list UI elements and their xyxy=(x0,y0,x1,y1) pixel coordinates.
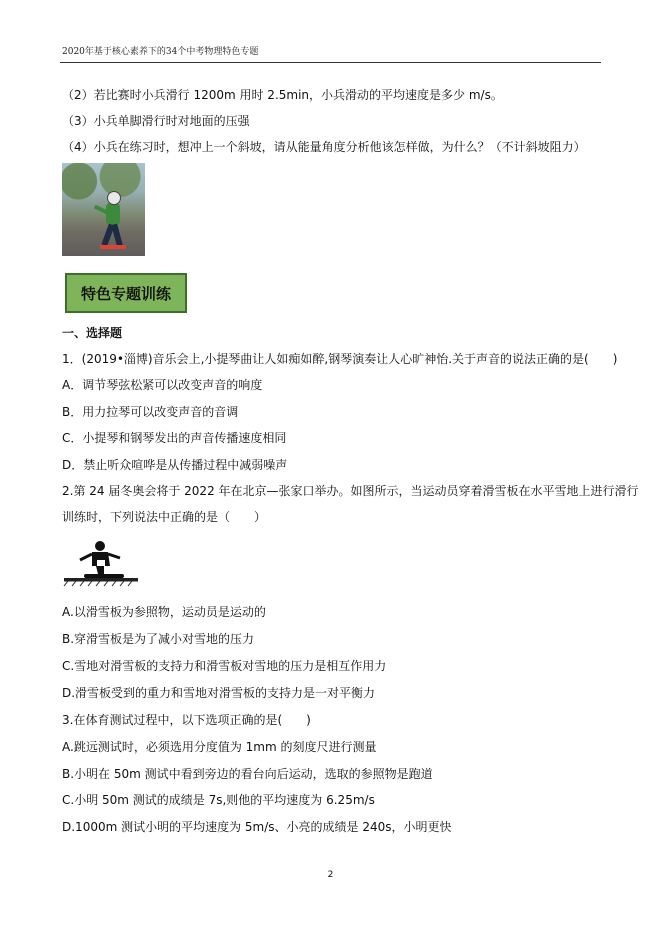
q1-stem: 1．(2019•淄博)音乐会上,小提琴曲让人如痴如醉,钢琴演奏让人心旷神怡.关于声音的说法正确的是( ) xyxy=(62,352,618,366)
snowboarder-figure xyxy=(62,538,142,588)
q1-option-b: B．用力拉琴可以改变声音的音调 xyxy=(62,405,239,419)
prev-question-part4: （4）小兵在练习时，想冲上一个斜坡，请从能量角度分析他该怎样做，为什么？（不计斜坡阻力） xyxy=(62,140,586,154)
q2-option-b: B.穿滑雪板是为了减小对雪地的压力 xyxy=(62,632,255,646)
page-number: 2 xyxy=(327,870,334,880)
prev-question-part2: （2）若比赛时小兵滑行 1200m 用时 2.5min，小兵滑动的平均速度是多少 m/s。 xyxy=(62,88,503,102)
q3-option-c: C.小明 50m 测试的成绩是 7s,则他的平均速度为 6.25m/s xyxy=(62,793,375,807)
prev-question-part3: （3）小兵单脚滑行时对地面的压强 xyxy=(62,114,250,128)
q2-option-a: A.以滑雪板为参照物，运动员是运动的 xyxy=(62,605,266,619)
header-divider xyxy=(60,62,601,63)
q1-option-d: D．禁止听众喧哗是从传播过程中减弱噪声 xyxy=(62,458,288,472)
page-header: 2020年基于核心素养下的34个中考物理特色专题 xyxy=(62,47,259,57)
q3-stem: 3.在体育测试过程中，以下选项正确的是( ) xyxy=(62,713,311,727)
q3-option-a: A.跳远测试时，必须选用分度值为 1mm 的刻度尺进行测量 xyxy=(62,740,377,754)
q2-option-d: D.滑雪板受到的重力和雪地对滑雪板的支持力是一对平衡力 xyxy=(62,686,376,700)
q2-option-c: C.雪地对滑雪板的支持力和滑雪板对雪地的压力是相互作用力 xyxy=(62,659,387,673)
q3-option-b: B.小明在 50m 测试中看到旁边的看台向后运动，选取的参照物是跑道 xyxy=(62,767,433,781)
q1-option-c: C．小提琴和钢琴发出的声音传播速度相同 xyxy=(62,431,287,445)
q2-stem-line1: 2.第 24 届冬奥会将于 2022 年在北京—张家口举办。如图所示，当运动员穿着滑雪板在水平雪地上进行滑行 xyxy=(62,484,639,498)
section-title: 一、选择题 xyxy=(62,326,123,340)
q2-stem-line2: 训练时，下列说法中正确的是（ ） xyxy=(62,510,267,524)
roller-skating-photo xyxy=(62,163,145,256)
q1-option-a: A．调节琴弦松紧可以改变声音的响度 xyxy=(62,378,263,392)
special-topic-banner: 特色专题训练 xyxy=(65,273,187,313)
q3-option-d: D.1000m 测试小明的平均速度为 5m/s、小亮的成绩是 240s，小明更快 xyxy=(62,820,452,834)
